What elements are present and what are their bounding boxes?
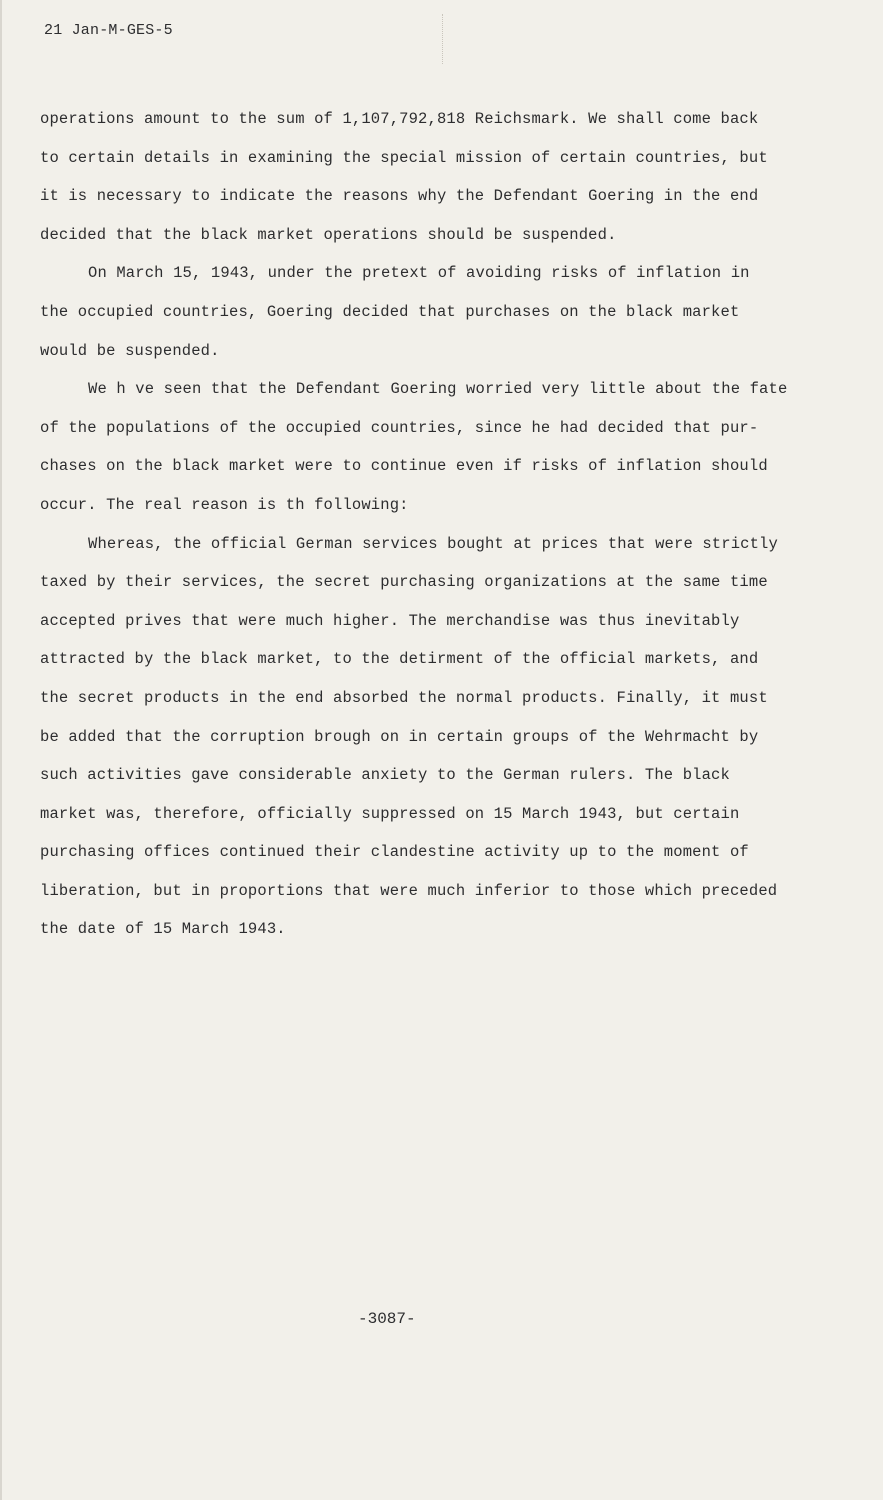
text-line: would be suspended. [40,341,220,360]
text-line: of the populations of the occupied countries, since he had decided that pur- [40,418,759,437]
text-line: chases on the black market were to continue even if risks of inflation should [40,457,768,476]
document-reference: 21 Jan-M-GES-5 [44,22,173,39]
text-line: On March 15, 1943, under the pretext of avoiding risks of inflation in [88,264,750,283]
text-line: accepted prives that were much higher. The merchandise was thus inevitably [40,611,740,630]
fold-mark [442,14,444,64]
text-line: decided that the black market operations should be suspended. [40,225,617,244]
page-number: -3087- [358,1310,416,1328]
text-line: such activities gave considerable anxiety to the German rulers. The black [40,766,730,785]
text-line: the occupied countries, Goering decided that purchases on the black market [40,302,740,321]
text-line: market was, therefore, officially suppressed on 15 March 1943, but certain [40,804,740,823]
text-line: taxed by their services, the secret purchasing organizations at the same time [40,573,768,592]
text-line: Whereas, the official German services bought at prices that were strictly [88,534,778,553]
text-line: occur. The real reason is th following: [40,495,409,514]
text-line: purchasing offices continued their clandestine activity up to the moment of [40,843,749,862]
text-line: be added that the corruption brough on in certain groups of the Wehrmacht by [40,727,759,746]
text-line: attracted by the black market, to the detirment of the official markets, and [40,650,759,669]
text-line: the date of 15 March 1943. [40,920,286,939]
text-line: liberation, but in proportions that were much inferior to those which preceded [40,881,778,900]
text-line: We h ve seen that the Defendant Goering worried very little about the fate [88,380,788,399]
text-line: the secret products in the end absorbed the normal products. Finally, it must [40,688,768,707]
text-line: it is necessary to indicate the reasons why the Defendant Goering in the end [40,187,759,206]
text-line: to certain details in examining the special mission of certain countries, but [40,148,768,167]
text-line: operations amount to the sum of 1,107,792,818 Reichsmark. We shall come back [40,110,759,128]
body-text [40,100,820,949]
